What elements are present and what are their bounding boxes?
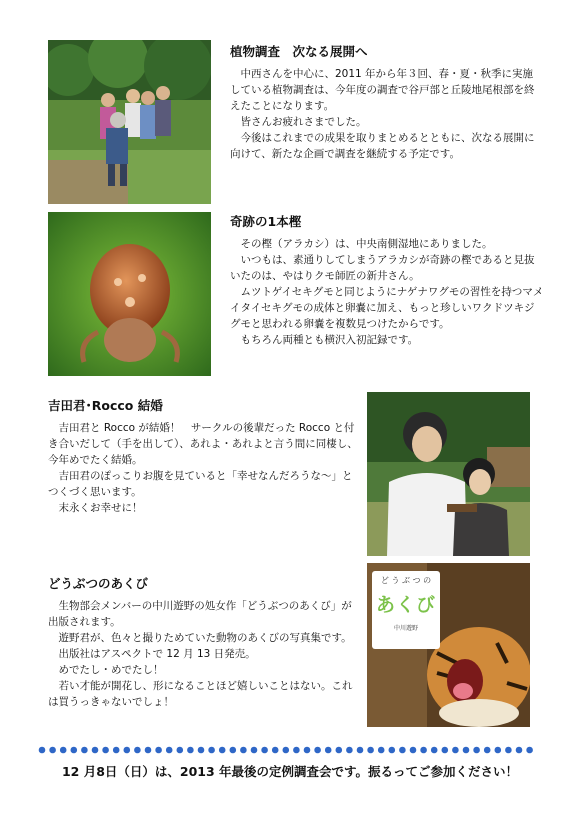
- divider-dot: [314, 747, 321, 754]
- paragraph: 末永くお幸せに！: [58, 502, 143, 514]
- divider-dot: [399, 747, 406, 754]
- section-body: [230, 236, 544, 348]
- divider-dot: [134, 747, 141, 754]
- divider-dot: [283, 747, 290, 754]
- section-body: [48, 598, 356, 710]
- paragraph: 中西さんを中心に、2011 年から年３回、春・夏・秋季に実施している植物調査は、今年度の調査で谷戸部と丘陵地尾根部を終えたことになります。: [230, 68, 535, 112]
- divider-dot: [49, 747, 56, 754]
- divider-dot: [177, 747, 184, 754]
- section-plant-survey: [230, 44, 542, 162]
- divider-dot: [81, 747, 88, 754]
- paragraph: 生物部会メンバーの中川遊野の処女作「どうぶつのあくび」が出版されます。: [48, 600, 352, 628]
- divider-dots: [39, 747, 533, 754]
- paragraph: もちろん両種とも横沢入初記録です。: [240, 334, 419, 346]
- book-title-large: あくび: [375, 594, 436, 616]
- divider-dot: [240, 747, 247, 754]
- divider-dot: [473, 747, 480, 754]
- book-cover-photo: [367, 563, 530, 727]
- paragraph: 吉田君のぽっこりお腹を見ていると「幸せなんだろうな～」とつくづく思います。: [48, 470, 353, 498]
- book-title-small: ど う ぶ つ の: [380, 576, 432, 585]
- divider-dot: [431, 747, 438, 754]
- divider-dot: [208, 747, 215, 754]
- divider-dot: [495, 747, 502, 754]
- divider-dot: [389, 747, 396, 754]
- divider-dot: [272, 747, 279, 754]
- divider-dot: [304, 747, 311, 754]
- book-cover-card: [372, 571, 440, 649]
- paragraph: 遊野君が、色々と撮りためていた動物のあくびの写真集です。: [58, 632, 352, 644]
- divider-dot: [102, 747, 109, 754]
- paragraph: 皆さんお疲れさまでした。: [240, 116, 367, 128]
- divider-dot: [261, 747, 268, 754]
- divider-dot: [155, 747, 162, 754]
- plant-survey-photo: [48, 40, 211, 204]
- divider-dot: [187, 747, 194, 754]
- divider-dot: [336, 747, 343, 754]
- divider-dot: [145, 747, 152, 754]
- divider-dot: [251, 747, 258, 754]
- divider-dot: [293, 747, 300, 754]
- divider-dot: [60, 747, 67, 754]
- paragraph: めでたし・めでたし！: [58, 664, 164, 676]
- section-body: [48, 420, 358, 516]
- divider-dot: [484, 747, 491, 754]
- divider-dot: [124, 747, 131, 754]
- divider-dot: [346, 747, 353, 754]
- paragraph: その樫（アラカシ）は、中央南側湿地にありました。: [240, 238, 493, 250]
- section-title: どうぶつのあくび: [48, 576, 149, 591]
- divider-dot: [166, 747, 173, 754]
- divider-dot: [357, 747, 364, 754]
- divider-dot: [230, 747, 237, 754]
- paragraph: 今後はこれまでの成果を取りまとめるとともに、次なる展開に向けて、新たな企画で調査を継続する予定です。: [230, 132, 535, 160]
- section-title: 植物調査 次なる展開へ: [230, 44, 368, 59]
- divider-dot: [420, 747, 427, 754]
- couple-photo: [367, 392, 530, 556]
- section-wedding: [48, 398, 358, 516]
- dotted-divider: [38, 746, 544, 754]
- section-title: 奇跡の1本樫: [230, 214, 302, 229]
- spider-photo: [48, 212, 211, 376]
- divider-dot: [442, 747, 449, 754]
- divider-dot: [378, 747, 385, 754]
- divider-dot: [410, 747, 417, 754]
- divider-dot: [505, 747, 512, 754]
- divider-dot: [92, 747, 99, 754]
- divider-dot: [71, 747, 78, 754]
- divider-dot: [516, 747, 523, 754]
- divider-dot: [39, 747, 46, 754]
- divider-dot: [367, 747, 374, 754]
- section-title: 吉田君･Rocco 結婚: [48, 398, 163, 413]
- book-author: 中川遊野: [393, 625, 418, 632]
- divider-dot: [219, 747, 226, 754]
- divider-dot: [526, 747, 533, 754]
- paragraph: ムツトゲイセキグモと同じようにナゲナワグモの習性を持つマメイタイセキグモの成体と卵嚢に加え、もっと珍しいワクドツキジグモと思われる卵嚢を複数見つけたからです。: [230, 286, 544, 330]
- divider-dot: [198, 747, 205, 754]
- divider-dot: [325, 747, 332, 754]
- paragraph: 出版社はアスペクトで 12 月 13 日発売。: [58, 648, 256, 660]
- paragraph: 若い才能が開花し、形になることほど嬉しいことはない。これは買うっきゃないでしょ！: [48, 680, 353, 708]
- divider-dot: [452, 747, 459, 754]
- paragraph: いつもは、素通りしてしまうアラカシが奇跡の樫であると見抜いたのは、やはりクモ師匠の新井さん。: [230, 254, 535, 282]
- divider-dot: [113, 747, 120, 754]
- section-miracle-oak: [230, 214, 544, 348]
- divider-dot: [463, 747, 470, 754]
- section-body: [230, 66, 542, 162]
- paragraph: 吉田君と Rocco が結婚！ サークルの後輩だった Rocco と付き合いだして（手を出して）、あれよ・あれよと言う間に同棲し、今年めでたく結婚。: [48, 422, 358, 466]
- section-book: [48, 576, 356, 710]
- footer-notice: 12 月8日（日）は、2013 年最後の定例調査会です。振るってご参加ください！: [61, 764, 519, 779]
